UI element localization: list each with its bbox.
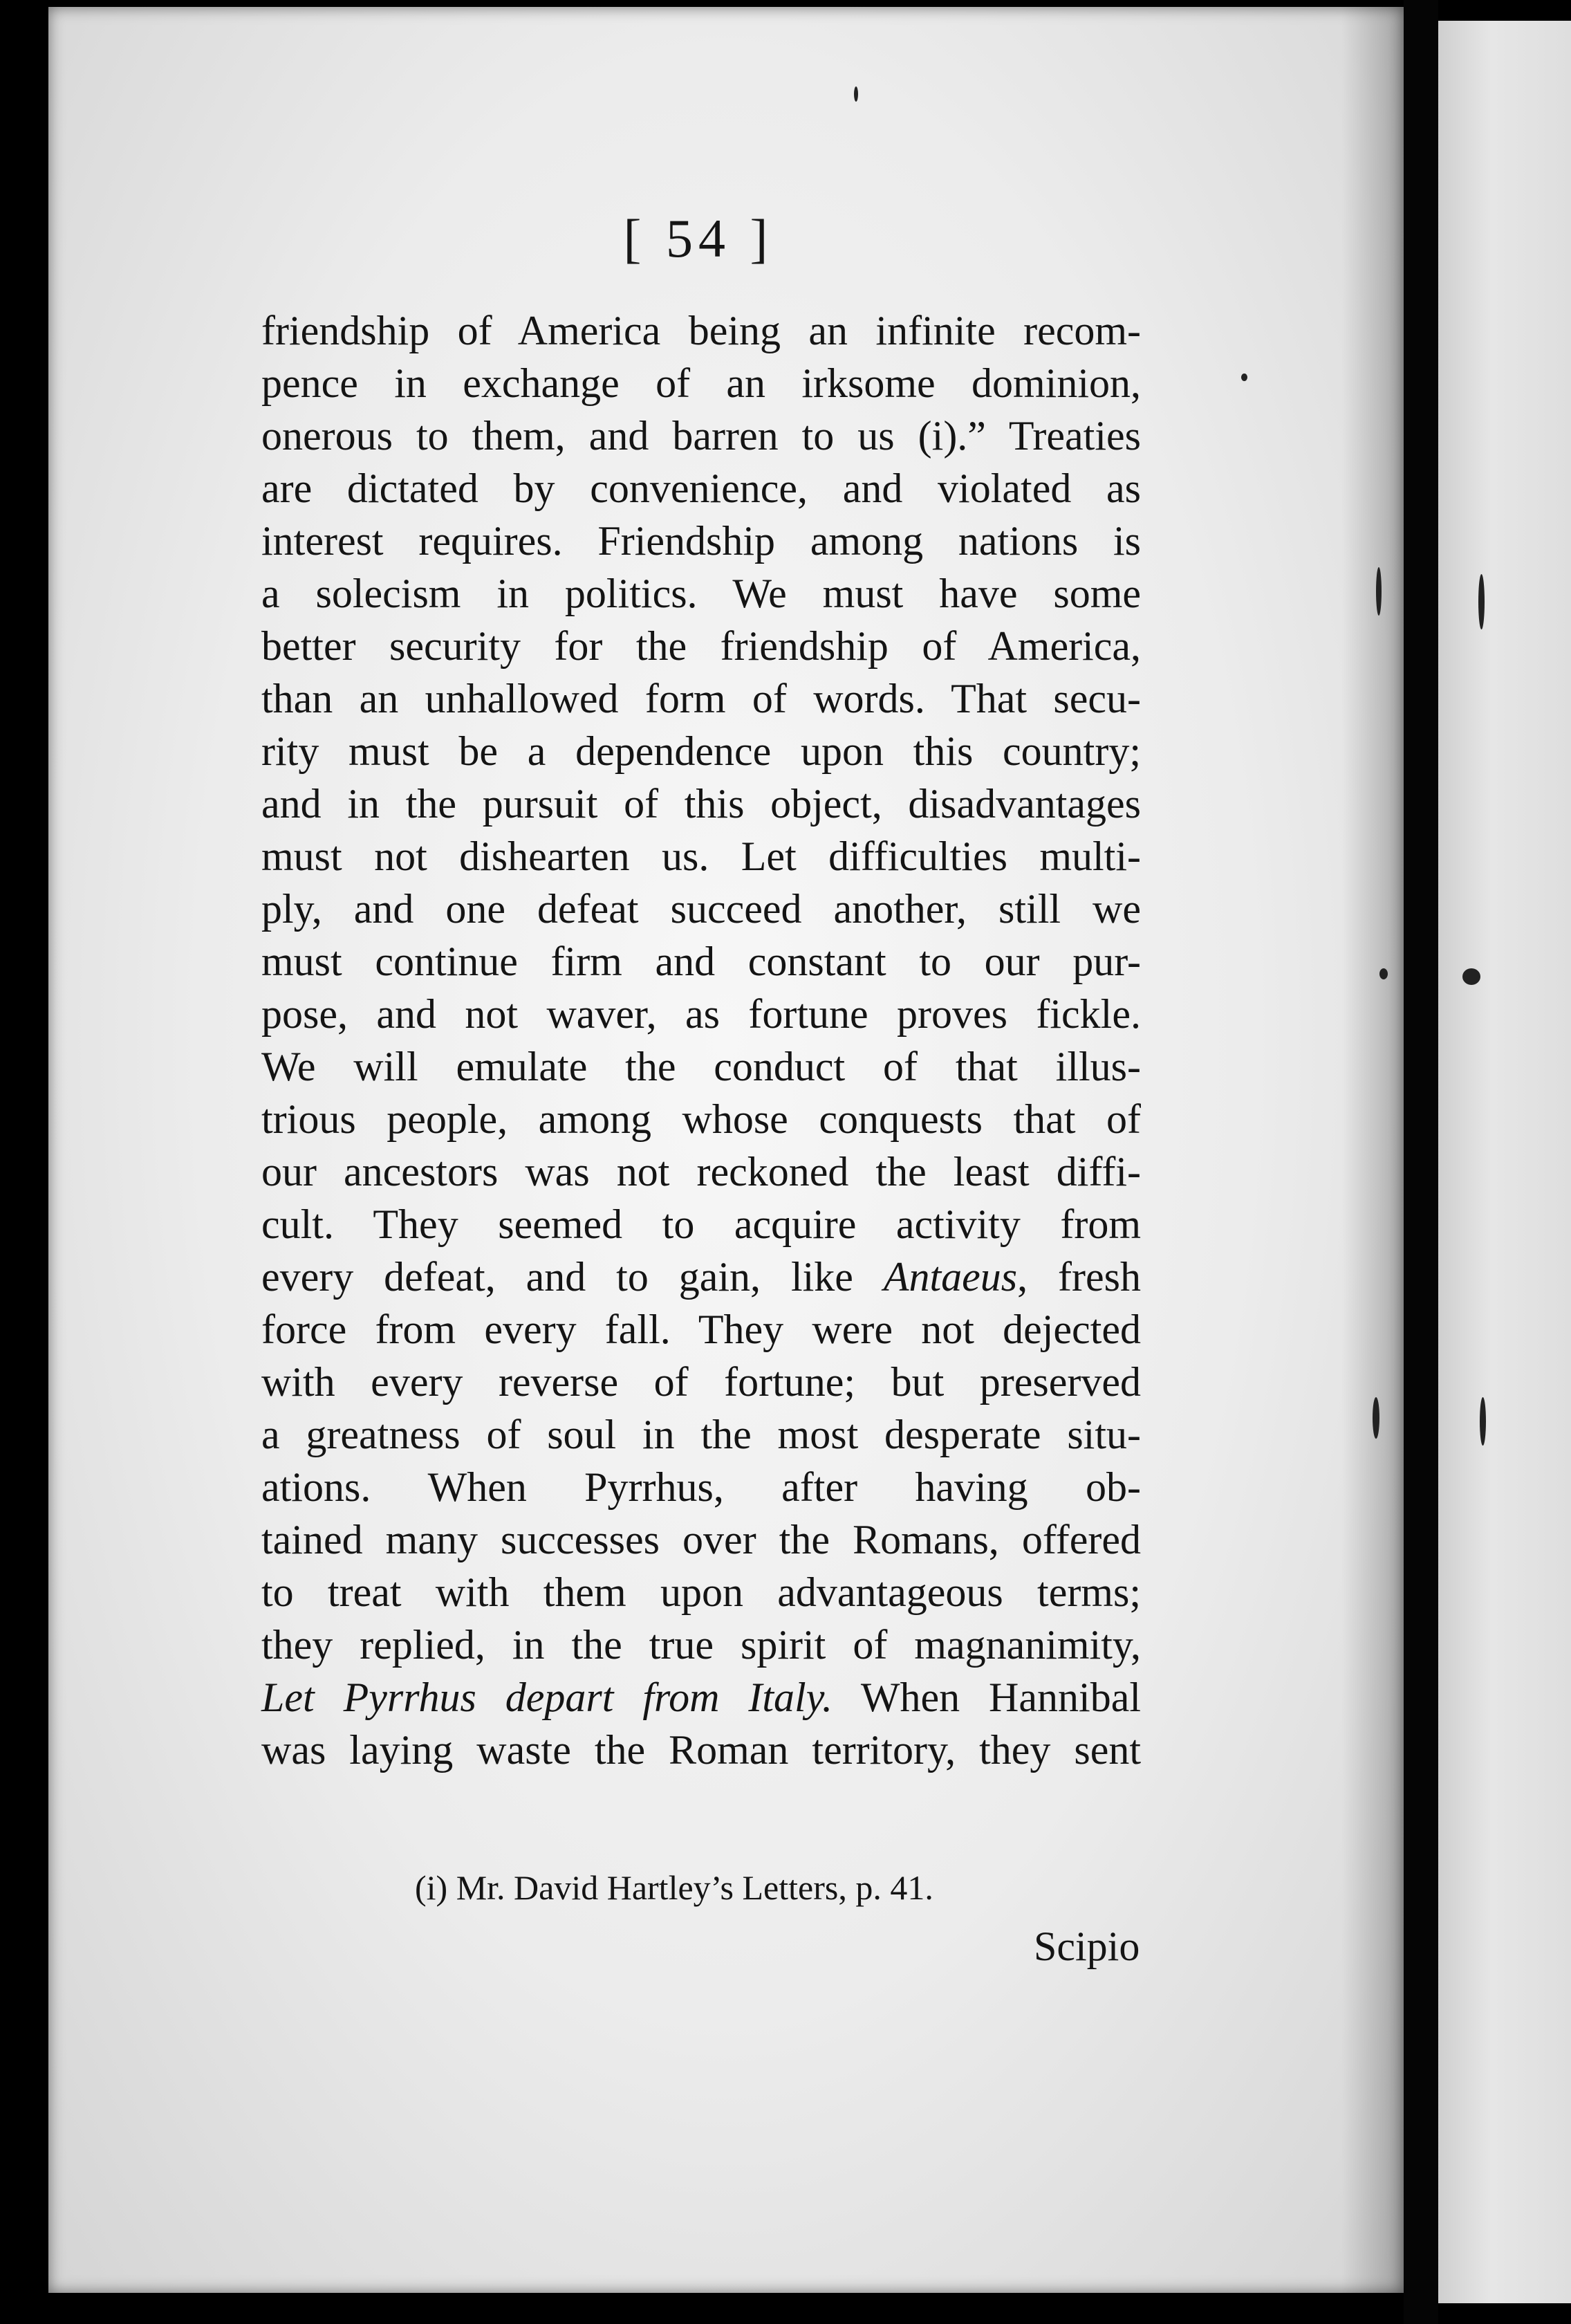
text-line: was laying waste the Roman territory, they sent	[261, 1727, 1141, 1773]
page-number: [ 54 ]	[623, 208, 774, 268]
ink-speck	[1462, 968, 1480, 985]
catchword: Scipio	[1034, 1924, 1140, 1969]
ink-speck	[1379, 968, 1388, 979]
footnote: (i) Mr. David Hartley’s Letters, p. 41.	[415, 1868, 933, 1907]
ink-speck	[854, 86, 858, 102]
text-line: are dictated by convenience, and violated as	[261, 465, 1141, 511]
text-line: force from every fall. They were not dejected	[261, 1307, 1141, 1352]
body-text	[261, 304, 1141, 1776]
text-line: Let Pyrrhus depart from Italy. When Hannibal	[261, 1675, 1141, 1720]
text-line: trious people, among whose conquests that of	[261, 1096, 1141, 1142]
text-line: with every reverse of fortune; but preserved	[261, 1359, 1141, 1405]
text-line: interest requires. Friendship among nations is	[261, 518, 1141, 564]
text-line: better security for the friendship of America,	[261, 623, 1141, 669]
text-line: friendship of America being an infinite recom-	[261, 308, 1141, 353]
text-line: and in the pursuit of this object, disadvantages	[261, 781, 1141, 827]
text-line: We will emulate the conduct of that illus-	[261, 1044, 1141, 1089]
text-line: to treat with them upon advantageous terms;	[261, 1569, 1141, 1615]
text-line: pence in exchange of an irksome dominion,	[261, 360, 1141, 406]
book-gutter	[1404, 0, 1438, 2324]
text-line: our ancestors was not reckoned the least diffi-	[261, 1149, 1141, 1195]
facing-page-edge	[1438, 21, 1571, 2303]
ink-speck	[1478, 574, 1485, 629]
text-line: a greatness of soul in the most desperate situ-	[261, 1412, 1141, 1457]
page-shadow-edge	[1341, 7, 1404, 2293]
text-line: they replied, in the true spirit of magnanimity,	[261, 1622, 1141, 1668]
text-line: pose, and not waver, as fortune proves fickle.	[261, 991, 1141, 1037]
text-line: must continue firm and constant to our pur-	[261, 939, 1141, 984]
text-line: must not dishearten us. Let difficulties multi-	[261, 833, 1141, 879]
text-line: ations. When Pyrrhus, after having ob-	[261, 1464, 1141, 1510]
ink-speck	[1480, 1397, 1486, 1446]
text-line: rity must be a dependence upon this country;	[261, 728, 1141, 774]
ink-speck	[1241, 374, 1247, 381]
text-line: than an unhallowed form of words. That secu-	[261, 676, 1141, 721]
text-line: ply, and one defeat succeed another, still we	[261, 886, 1141, 932]
text-line: every defeat, and to gain, like Antaeus, fresh	[261, 1254, 1141, 1300]
ink-speck	[1376, 567, 1382, 616]
text-line: cult. They seemed to acquire activity from	[261, 1201, 1141, 1247]
ink-speck	[1373, 1397, 1379, 1439]
text-line: tained many successes over the Romans, offered	[261, 1517, 1141, 1562]
text-line: a solecism in politics. We must have some	[261, 571, 1141, 616]
text-line: onerous to them, and barren to us (i).” Treaties	[261, 413, 1141, 459]
